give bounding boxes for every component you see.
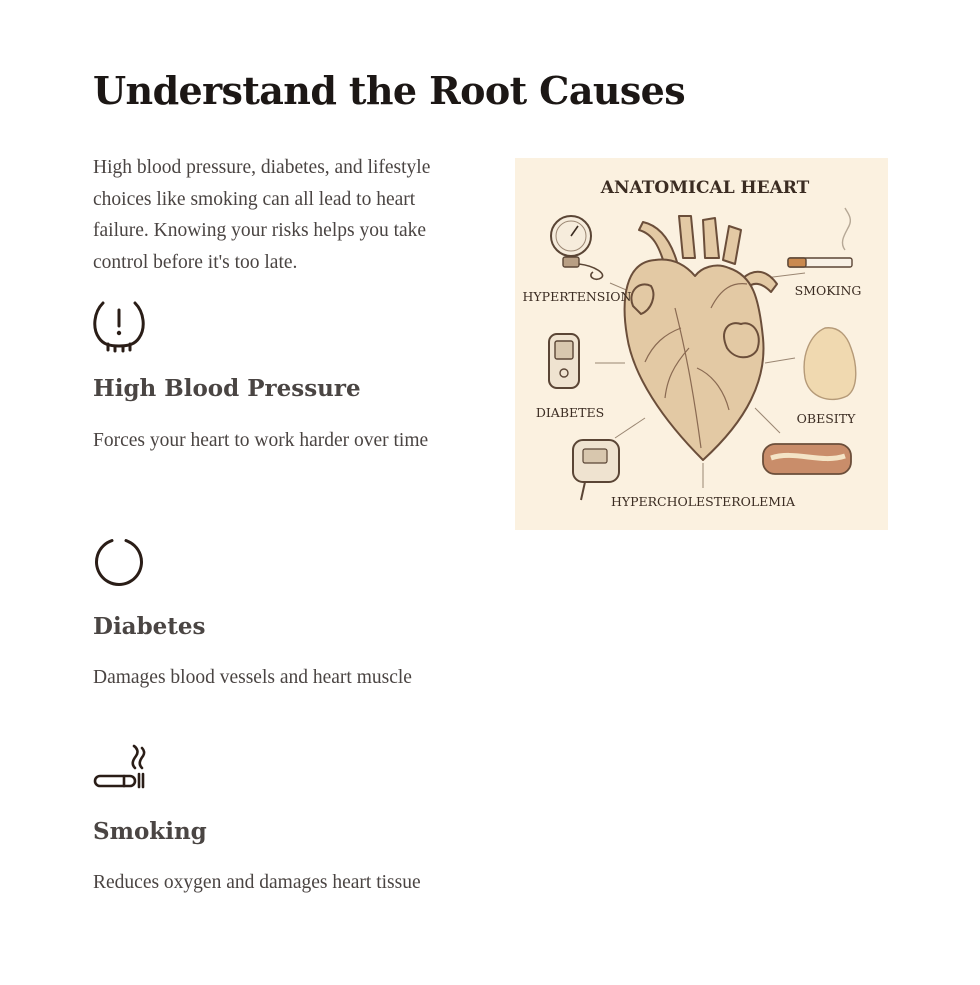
blood-pressure-warning-icon: [93, 300, 145, 358]
glucose-meter-drawing: [549, 334, 579, 388]
heart-drawing: [625, 216, 777, 460]
anatomical-heart-illustration: [515, 158, 888, 530]
diabetes-ring-icon: [93, 537, 145, 593]
cause-title-smoking: Smoking: [93, 818, 207, 845]
page-title: Understand the Root Causes: [93, 68, 686, 113]
blood-pressure-gauge-drawing: [551, 216, 603, 279]
cause-description-high-blood-pressure: Forces your heart to work harder over time: [93, 430, 429, 451]
cigarette-icon: [93, 744, 147, 794]
illustration-label-smoking: SMOKING: [794, 283, 862, 298]
cause-title-high-blood-pressure: High Blood Pressure: [93, 375, 361, 402]
cigarette-drawing: [788, 208, 852, 267]
obesity-drawing: [804, 328, 856, 400]
illustration-label-hypertension: HYPERTENSION: [522, 289, 632, 304]
cholesterol-monitor-drawing: [573, 440, 619, 500]
illustration-label-diabetes: DIABETES: [535, 405, 605, 420]
cause-title-diabetes: Diabetes: [93, 613, 206, 640]
cause-description-smoking: Reduces oxygen and damages heart tissue: [93, 872, 421, 893]
intro-paragraph: High blood pressure, diabetes, and lifestyle choices like smoking can all lead to heart failure. Knowing your risks helps you take control before it's too late.: [93, 157, 431, 273]
artery-drawing: [763, 444, 851, 474]
cause-description-diabetes: Damages blood vessels and heart muscle: [93, 667, 412, 688]
illustration-label-hypercholesterolemia: HYPERCHOLESTEROLEMIA: [610, 494, 796, 509]
illustration-label-obesity: OBESITY: [796, 411, 856, 426]
illustration-heading: ANATOMICAL HEART: [600, 178, 810, 198]
